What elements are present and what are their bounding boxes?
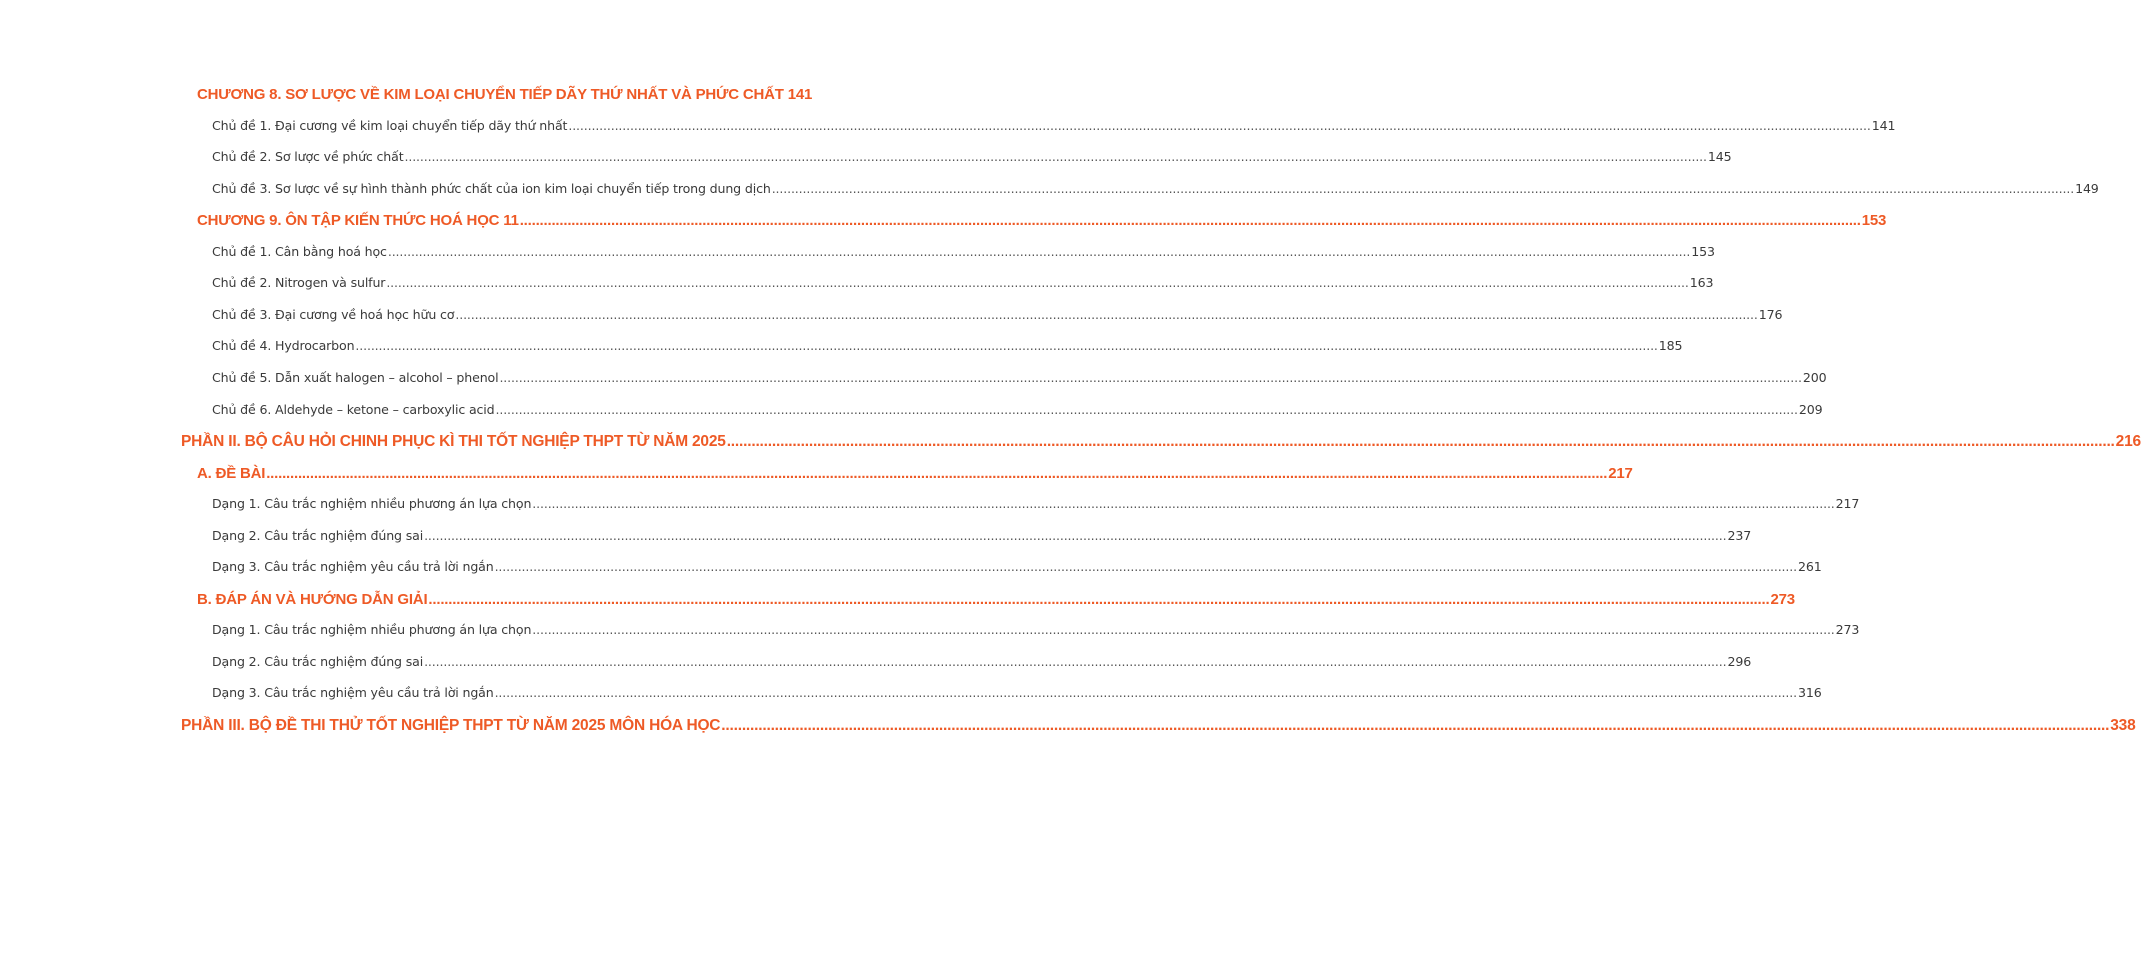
dot-leader	[266, 465, 1607, 482]
toc-entry-sub[interactable]	[212, 527, 1752, 543]
dot-leader	[772, 181, 2074, 196]
dot-leader	[721, 717, 2109, 735]
toc-entry-title: Chủ đề 5. Dẫn xuất halogen – alcohol – phenol	[212, 369, 499, 385]
toc-entry-page-number: 163	[1689, 275, 1714, 291]
toc-entry-sub[interactable]	[212, 149, 1732, 165]
toc-entry-title: Chủ đề 4. Hydrocarbon	[212, 338, 355, 354]
toc-entry-title: Dạng 1. Câu trắc nghiệm nhiều phương án lựa chọn	[212, 622, 532, 638]
toc-entry-page-number: 261	[1797, 559, 1822, 575]
toc-entry-page-number: 296	[1727, 653, 1752, 669]
dot-leader	[520, 212, 1861, 229]
toc-entry-page-number: 216	[2115, 433, 2141, 451]
toc-entry-title: Chủ đề 3. Sơ lược về sự hình thành phức chất của ion kim loại chuyển tiếp trong dung dịch	[212, 180, 771, 196]
dot-leader	[424, 654, 1726, 669]
toc-entry-sub[interactable]	[212, 338, 1683, 354]
toc-entry-page-number: 145	[1707, 149, 1732, 165]
toc-entry-sub[interactable]	[212, 180, 2099, 196]
toc-entry-page-number: 200	[1802, 369, 1827, 385]
toc-entry-page-number: 153	[1861, 212, 1887, 230]
dot-leader	[455, 307, 1757, 322]
toc-entry-title: Chủ đề 2. Sơ lược về phức chất	[212, 149, 404, 165]
toc-entry-sub[interactable]	[212, 559, 1822, 575]
toc-entry-title: Chủ đề 6. Aldehyde – ketone – carboxylic acid	[212, 401, 495, 417]
toc-entry-page-number: 273	[1835, 622, 1860, 638]
dot-leader	[355, 338, 1657, 353]
toc-entry-page-number: 185	[1658, 338, 1683, 354]
toc-entry-sub[interactable]	[212, 243, 1715, 259]
toc-entry-page-number: 149	[2075, 180, 2099, 196]
toc-entry-sub[interactable]	[212, 369, 1827, 385]
toc-entry-sub[interactable]	[212, 306, 1783, 322]
dot-leader	[499, 370, 1801, 385]
toc-entry-sub[interactable]	[212, 117, 1896, 133]
toc-entry-title: CHƯƠNG 8. SƠ LƯỢC VỀ KIM LOẠI CHUYỂN TIẾP DÃY THỨ NHẤT VÀ PHỨC CHẤT	[197, 86, 784, 103]
dot-leader	[495, 402, 1797, 417]
toc-entry-head[interactable]	[197, 212, 1887, 230]
toc-entry-title: Dạng 3. Câu trắc nghiệm yêu cầu trả lời ngắn	[212, 685, 494, 701]
toc-entry-page-number: 209	[1798, 401, 1823, 417]
dot-leader	[532, 622, 1834, 637]
toc-entry-sub[interactable]	[212, 401, 1823, 417]
toc-entry-title: Chủ đề 2. Nitrogen và sulfur	[212, 275, 386, 291]
dot-leader	[532, 496, 1834, 511]
toc-entry-page-number: 217	[1835, 496, 1860, 512]
toc-entry-head[interactable]	[197, 86, 813, 103]
dot-leader	[495, 559, 1797, 574]
toc-entry-title: CHƯƠNG 9. ÔN TẬP KIẾN THỨC HOÁ HỌC 11	[197, 212, 519, 230]
toc-entry-page-number: 338	[2110, 717, 2136, 734]
dot-leader	[568, 118, 1870, 133]
toc-entry-sub[interactable]	[212, 622, 1860, 638]
toc-entry-title: B. ĐÁP ÁN VÀ HƯỚNG DẪN GIẢI	[197, 590, 428, 608]
toc-entry-page-number: 237	[1727, 527, 1752, 543]
toc-entry-title: Chủ đề 1. Đại cương về kim loại chuyển tiếp dãy thứ nhất	[212, 117, 568, 133]
toc-entry-page-number: 153	[1691, 243, 1715, 259]
toc-entry-title: Dạng 2. Câu trắc nghiệm đúng sai	[212, 653, 424, 669]
toc-entry-title: Chủ đề 3. Đại cương về hoá học hữu cơ	[212, 306, 455, 322]
toc-entry-page-number: 217	[1608, 464, 1633, 482]
toc-entry-page-number: 273	[1770, 590, 1795, 608]
toc-entry-part[interactable]	[181, 433, 2141, 451]
toc-entry-sub[interactable]	[212, 685, 1822, 701]
toc-entry-page-number: 316	[1797, 685, 1822, 701]
toc-entry-title: PHẦN III. BỘ ĐỀ THI THỬ TỐT NGHIỆP THPT TỪ NĂM 2025 MÔN HÓA HỌC	[181, 717, 721, 734]
toc-entry-sub[interactable]	[212, 275, 1714, 291]
toc-entry-page-number: 141	[787, 86, 813, 103]
toc-entry-head[interactable]	[197, 590, 1795, 608]
dot-leader	[388, 244, 1690, 259]
toc-entry-head[interactable]	[197, 464, 1633, 482]
toc-entry-title: Dạng 1. Câu trắc nghiệm nhiều phương án lựa chọn	[212, 496, 532, 512]
toc-entry-page-number: 176	[1758, 306, 1783, 322]
toc-entry-title: PHẦN II. BỘ CÂU HỎI CHINH PHỤC KÌ THI TỐT NGHIỆP THPT TỪ NĂM 2025	[181, 433, 726, 451]
toc-entry-title: Dạng 3. Câu trắc nghiệm yêu cầu trả lời ngắn	[212, 559, 494, 575]
dot-leader	[495, 685, 1797, 700]
toc-entry-title: A. ĐỀ BÀI	[197, 464, 266, 482]
toc-entry-page-number: 141	[1871, 117, 1896, 133]
dot-leader	[405, 149, 1707, 164]
dot-leader	[727, 433, 2115, 451]
toc-entry-title: Dạng 2. Câu trắc nghiệm đúng sai	[212, 527, 424, 543]
toc-entry-title: Chủ đề 1. Cân bằng hoá học	[212, 243, 387, 259]
toc-entry-sub[interactable]	[212, 496, 1860, 512]
toc-entry-sub[interactable]	[212, 653, 1752, 669]
dot-leader	[428, 591, 1769, 608]
dot-leader	[424, 528, 1726, 543]
toc-entry-part[interactable]	[181, 717, 2136, 735]
dot-leader	[386, 275, 1688, 290]
